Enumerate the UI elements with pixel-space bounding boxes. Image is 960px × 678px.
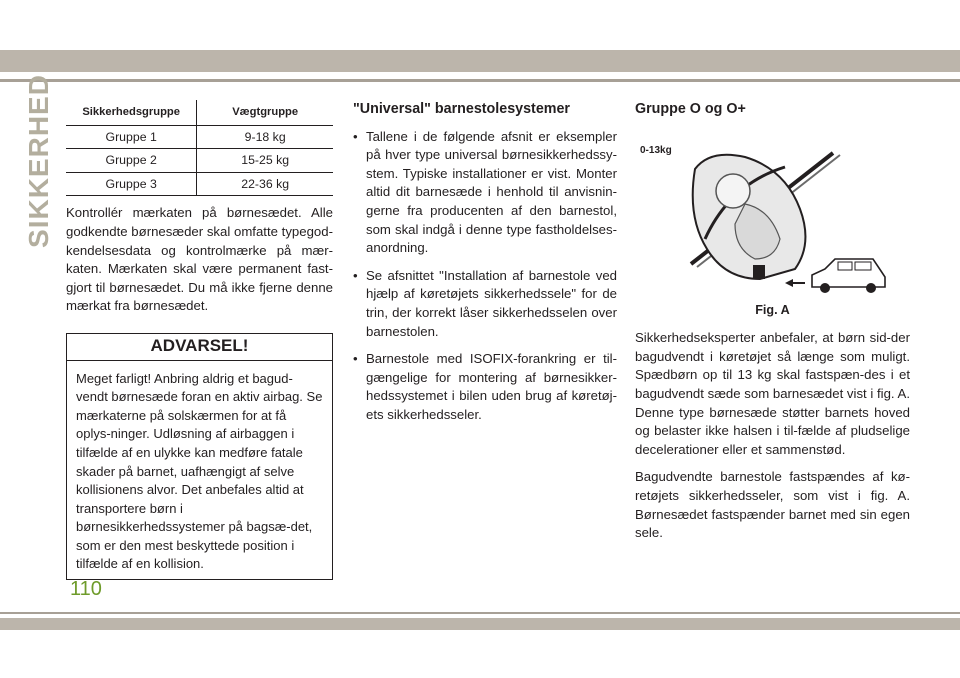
weight-label: 0-13kg (640, 144, 672, 156)
column-2 (353, 100, 617, 434)
column-3 (635, 100, 910, 552)
figure-caption: Fig. A (755, 302, 790, 317)
bullet-icon: • (353, 267, 358, 283)
table-cell: 15-25 kg (197, 149, 333, 173)
page-number: 110 (70, 578, 102, 600)
warning-body: Meget farligt! Anbring aldrig et bagud-vendt børnesæde foran en aktiv airbag. Se mærkaterne på solskærmen for at få oplys-ninger. Udløsning af airbaggen i tilfælde af en ulykke kan medføre fatale skader på barnet, uafhængigt af selve kollisionens alvor. Det anbefales altid at transportere børn i børnesikkerhedssystemer på bagsæ-det, som er den mest beskyttede position i tilfælde af en kollision. (76, 370, 323, 572)
baby-head (716, 174, 750, 208)
list-item (353, 350, 617, 424)
section-label-text: SIKKERHED (23, 74, 54, 248)
bottom-rule (0, 612, 960, 614)
table-row (66, 149, 333, 173)
top-rule (0, 79, 960, 82)
arrow-head-icon (785, 279, 793, 287)
universal-heading: "Universal" barnestolesystemer (353, 101, 570, 117)
warning-box (66, 333, 333, 580)
bullet-list (353, 128, 617, 425)
table-cell: 22-36 kg (197, 172, 333, 196)
table-cell: 9-18 kg (197, 125, 333, 149)
list-item-text: Barnestole med ISOFIX-forankring er til-gængelige for montering af børnesikker-hedssystemet i bilen uden brug af køretøj-ets sikkerhedsseler. (366, 351, 617, 422)
group-heading: Gruppe O og O+ (635, 101, 746, 117)
list-item (353, 128, 617, 258)
weight-group-table (66, 100, 333, 196)
buckle (753, 265, 765, 279)
bullet-icon: • (353, 351, 358, 367)
label-check-paragraph: Kontrollér mærkaten på børnesædet. Alle godkendte børnesæder skal omfatte typegod-kendelsesdata og kontrolmærke på mær-katen. Mærkaten skal være permanent fast-gjort til børnesædet. Du må ikke fjerne denne mærkat fra børnesædet. (66, 205, 333, 314)
section-label (23, 74, 54, 248)
list-item-text: Tallene i de følgende afsnit er eksempler på hver type universal børnesikkerhedssy-stem. Typiske installationer er vist. Monter altid dit barnesæde i henhold til anvisnin-gerne fra producenten af den barnestol, som skal indgå i denne type fastholdelses-anordning. (366, 128, 617, 256)
car-icon (812, 259, 885, 293)
warning-title: ADVARSEL! (67, 334, 332, 361)
table-header-cell: Vægtgruppe (197, 100, 333, 125)
list-item (353, 267, 617, 341)
column-1 (66, 100, 333, 580)
table-cell: Gruppe 2 (66, 149, 197, 173)
table-cell: Gruppe 1 (66, 125, 197, 149)
table-row (66, 125, 333, 149)
figure-a (635, 129, 910, 299)
belt-paragraph: Bagudvendte barnestole fastspændes af kø-retøjets sikkerhedsseler, som vist i fig. A. Børnesædet fastspænder barnet med sin egen sele. (635, 469, 910, 541)
table-cell: Gruppe 3 (66, 172, 197, 196)
top-band (0, 50, 960, 72)
table-row (66, 172, 333, 196)
rear-facing-paragraph: Sikkerhedseksperter anbefaler, at børn sid-der bagudvendt i køretøjet så længe som muligt. Spædbørn op til 13 kg skal fastspæn-des i et bagudvendt sæde som barnesædet vist i fig. A. Denne type børnesæde støtter barnets hoved og belaster ikke halsen i til-fælde af pludselige decelerationer eller et sammenstød. (635, 330, 910, 457)
list-item-text: Se afsnittet "Installation af barnestole ved hjælp af køretøjets sikkerhedssele" for de trin, der korrekt låser sikkerhedsselen over barnestolen. (366, 267, 617, 339)
table-header-row (66, 100, 333, 125)
rear-facing-seat-illustration (635, 129, 910, 299)
bullet-icon: • (353, 128, 358, 144)
bottom-band (0, 618, 960, 630)
table-header-cell: Sikkerhedsgruppe (66, 100, 197, 125)
